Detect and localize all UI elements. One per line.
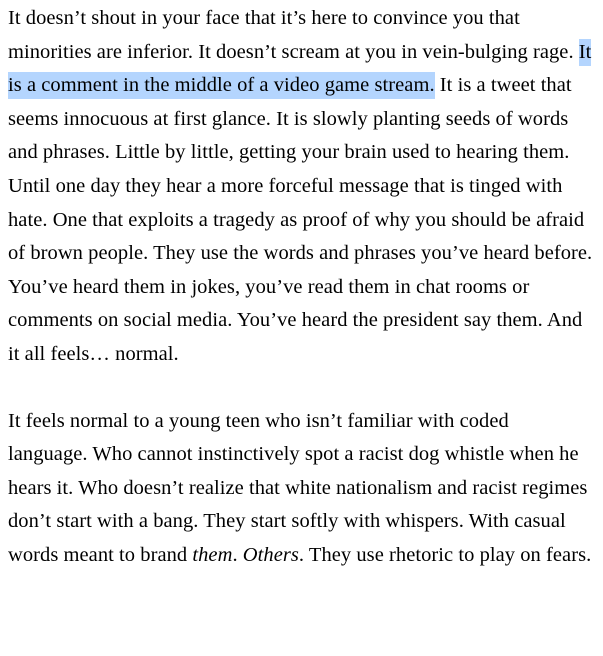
paragraph-1	[8, 2, 593, 372]
paragraph-1-text-end: It is a tweet that seems innocuous at first glance. It is slowly planting seeds of words and phrases. Little by little, getting your brain used to hearing them. Until one day they hear a more forceful message that is tinged with hate. One that exploits a tragedy as proof of why you should be afraid of brown people. They use the words and phrases you’ve heard before. You’ve heard them in jokes, you’ve read them in chat rooms or comments on social media. You’ve heard the president say them. And it all feels… normal.	[8, 74, 593, 365]
emphasis-them: them	[192, 543, 233, 566]
emphasis-others: Others	[242, 543, 299, 566]
paragraph-2-punctuation: .	[232, 543, 243, 566]
paragraph-2-text-end: . They use rhetoric to play on fears.	[298, 543, 592, 566]
paragraph-1-text-start: It doesn’t shout in your face that it’s here to convince you that minorities are inferior. It doesn’t scream at you in vein-bulging rage.	[8, 7, 579, 63]
selected-text-highlight[interactable]: It is a comment in the middle of a video game stream.	[8, 39, 591, 100]
paragraph-2-text-start: It feels normal to a young teen who isn’t familiar with coded language. Who cannot instinctively spot a racist dog whistle when he hears it. Who doesn’t realize that white nationalism and racist regimes don’t start with a bang. They start softly with whispers. With casual words meant to brand	[8, 409, 588, 566]
paragraph-2	[8, 405, 593, 573]
